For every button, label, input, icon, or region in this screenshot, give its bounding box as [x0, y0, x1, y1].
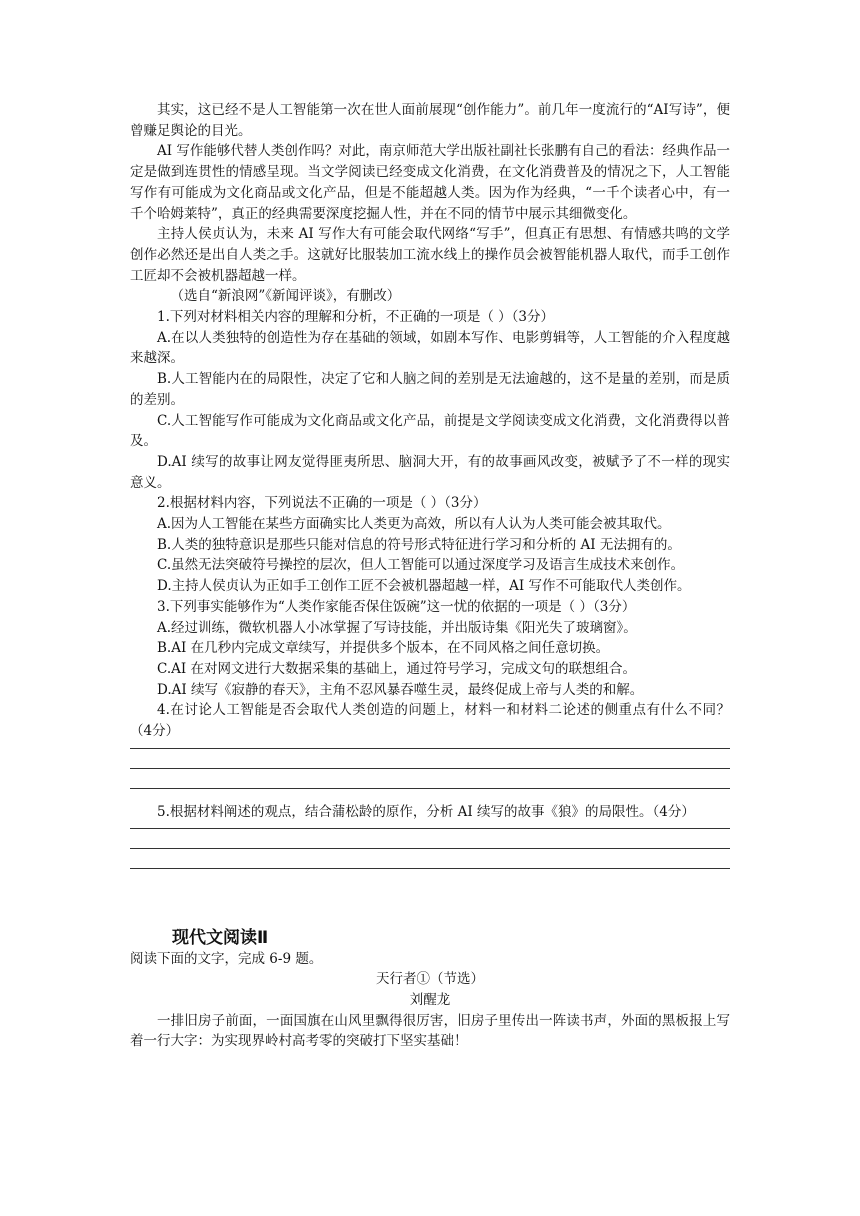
answer-line: [130, 868, 730, 869]
question-3-option-c: C.AI 在对网文进行大数据采集的基础上，通过符号学习，完成文句的联想组合。: [157, 660, 637, 677]
answer-area-q4[interactable]: [130, 742, 730, 802]
passage-paragraph: 其实，这已经不是人工智能第一次在世人面前展现“创作能力”。前几年一度流行的“AI写诗”，便曾赚足舆论的目光。: [130, 102, 730, 139]
answer-line: [130, 848, 730, 849]
article-title: 天行者①（节选）: [376, 971, 484, 988]
article-paragraph: 一排旧房子前面，一面国旗在山风里飘得很厉害，旧房子里传出一阵读书声，外面的黑板报上写着一行大字：为实现界岭村高考零的突破打下坚实基础！: [130, 1012, 730, 1050]
question-2-option-b: B.人类的独特意识是那些只能对信息的符号形式特征进行学习和分析的 AI 无法拥有的。: [157, 536, 681, 553]
question-3-option-a: A.经过训练，微软机器人小冰掌握了写诗技能，并出版诗集《阳光失了玻璃窗》。: [157, 619, 637, 636]
answer-line: [130, 768, 730, 769]
passage-source: （选自“新浪网”《新闻评谈》，有删改）: [170, 288, 401, 305]
question-3-option-d: D.AI 续写《寂静的春天》，主角不忍风暴吞噬生灵，最终促成上帝与人类的和解。: [157, 681, 644, 698]
question-1-option-c: C.人工智能写作可能成为文化商品或文化产品，前提是文学阅读变成文化消费，文化消费得以普及。: [130, 412, 730, 450]
question-3-stem: 3.下列事实能够作为“人类作家能否保住饭碗”这一忧的依据的一项是（ ）（3分）: [157, 598, 636, 615]
article-author: 刘醒龙: [409, 991, 451, 1008]
passage-paragraph: 主持人侯贞认为，未来 AI 写作大有可能会取代网络“写手”，但真正有思想、有情感共鸣的文学创作必然还是出自人类之手。这就好比服装加工流水线上的操作员会被智能机器人取代，而手工创作工匠却不会被机器超越一样。: [130, 226, 730, 284]
question-3-option-b: B.AI 在几秒内完成文章续写，并提供多个版本，在不同风格之间任意切换。: [157, 640, 610, 657]
answer-line: [130, 828, 730, 829]
section-title: 现代文阅读Ⅱ: [172, 927, 269, 948]
question-2-option-d: D.主持人侯贞认为正如手工创作工匠不会被机器超越一样，AI 写作不可能取代人类创作。: [157, 578, 691, 595]
question-1-stem: 1.下列对材料相关内容的理解和分析，不正确的一项是（ ）（3分）: [157, 309, 555, 326]
answer-line: [130, 748, 730, 749]
passage-paragraph: AI 写作能够代替人类创作吗？对此，南京师范大学出版社副社长张鹏有自己的看法：经典作品一定是做到连贯性的情感呈现。当文学阅读已经变成文化消费，在文化消费普及的情况之下，人工智能写作有可能成为文化商品或文化产品，但是不能超越人类。因为作为经典，“一千个读者心中，有一千个哈姆莱特”，真正的经典需要深度挖掘人性，并在不同的情节中展示其细微变化。: [130, 143, 730, 222]
question-4-stem: 4.在讨论人工智能是否会取代人类创造的问题上，材料一和材料二论述的侧重点有什么不同？（4分）: [130, 702, 730, 740]
question-2-option-a: A.因为人工智能在某些方面确实比人类更为高效，所以有人认为人类可能会被其取代。: [157, 516, 671, 533]
section-instruction: 阅读下面的文字，完成 6-9 题。: [130, 950, 323, 967]
answer-area-q5[interactable]: [130, 823, 730, 883]
question-1-option-a: A.在以人类独特的创造性为存在基础的领域，如剧本写作、电影剪辑等，人工智能的介入程度越来越深。: [130, 329, 730, 367]
document-page: [130, 100, 730, 1052]
question-2-stem: 2.根据材料内容，下列说法不正确的一项是（ ）（3分）: [157, 495, 487, 512]
question-1-option-d: D.AI 续写的故事让网友觉得匪夷所思、脑洞大开，有的故事画风改变，被赋予了不一样的现实意义。: [130, 453, 730, 491]
question-1-option-b: B.人工智能内在的局限性，决定了它和人脑之间的差别是无法逾越的，这不是量的差别，而是质的差别。: [130, 371, 730, 408]
answer-line: [130, 788, 730, 789]
question-2-option-c: C.虽然无法突破符号操控的层次，但人工智能可以通过深度学习及语言生成技术来创作。: [157, 557, 685, 574]
question-5-stem: 5.根据材料阐述的观点，结合蒲松龄的原作，分析 AI 续写的故事《狼》的局限性。（4分）: [157, 803, 695, 820]
